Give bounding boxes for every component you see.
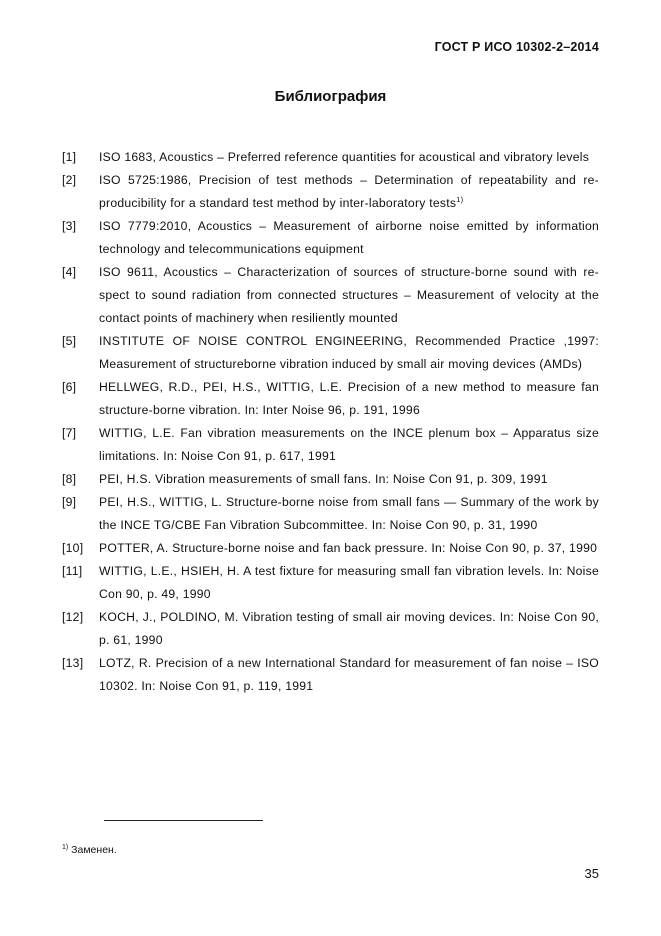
bibliography-item: [62, 652, 599, 698]
footnote: [62, 844, 117, 856]
reference-number: [8]: [62, 472, 77, 486]
reference-text-block: [99, 537, 599, 560]
reference-text-block: [99, 652, 599, 698]
reference-text-block: [99, 146, 599, 169]
footnote-text: Заменен.: [71, 844, 117, 856]
bibliography-item: [62, 537, 599, 560]
reference-text: PEI, H.S. Vibration measurements of small fans. In: Noise Con 91, p. 309, 1991: [99, 472, 548, 486]
reference-text: WITTIG, L.E. Fan vibration measurements on the INCE plenum box – Apparatus size limitations. In: Noise Con 91, p. 617, 1991: [99, 426, 599, 463]
reference-text-block: [99, 606, 599, 652]
reference-text-block: [99, 468, 599, 491]
reference-number: [6]: [62, 380, 77, 394]
reference-text: INSTITUTE OF NOISE CONTROL ENGINEERING, Recommended Practice ,1997: Measurement of structureborne vibration induced by small air moving devices (AMDs): [99, 334, 599, 371]
reference-number: [13]: [62, 656, 84, 670]
reference-text-block: [99, 376, 599, 422]
reference-text: PEI, H.S., WITTIG, L. Structure-borne noise from small fans — Summary of the work by the INCE TG/CBE Fan Vibration Subcommittee. In: Noise Con 90, p. 31, 1990: [99, 495, 599, 532]
reference-text: KOCH, J., POLDINO, M. Vibration testing of small air moving devices. In: Noise Con 90, p. 61, 1990: [99, 610, 599, 647]
reference-text-block: [99, 491, 599, 537]
reference-number: [3]: [62, 219, 77, 233]
bibliography-list: [62, 146, 599, 698]
reference-text-block: [99, 261, 599, 330]
page-title: Библиография: [274, 88, 387, 105]
bibliography-item: [62, 146, 599, 169]
reference-text: POTTER, A. Structure-borne noise and fan back pressure. In: Noise Con 90, p. 37, 1990: [99, 541, 598, 555]
reference-number: [10]: [62, 541, 84, 555]
bibliography-item: [62, 468, 599, 491]
reference-number: [12]: [62, 610, 84, 624]
reference-footnote-mark: 1): [456, 195, 464, 204]
bibliography-item: [62, 169, 599, 215]
reference-text-block: [99, 560, 599, 606]
reference-number: [11]: [62, 564, 83, 578]
bibliography-item: [62, 261, 599, 330]
reference-text: LOTZ, R. Precision of a new International Standard for measurement of fan noise – ISO 10302. In: Noise Con 91, p. 119, 1991: [99, 656, 599, 693]
footnote-divider: [104, 820, 263, 821]
standard-code-header: ГОСТ Р ИСО 10302-2–2014: [434, 40, 599, 54]
reference-text-block: [99, 169, 599, 215]
reference-number: [2]: [62, 173, 77, 187]
reference-text: ISO 1683, Acoustics – Preferred reference quantities for acoustical and vibratory levels: [99, 150, 590, 164]
reference-text-block: [99, 215, 599, 261]
page-number: 35: [584, 866, 599, 881]
reference-number: [4]: [62, 265, 77, 279]
bibliography-item: [62, 560, 599, 606]
bibliography-item: [62, 491, 599, 537]
reference-number: [7]: [62, 426, 77, 440]
reference-text: WITTIG, L.E., HSIEH, H. A test fixture for measuring small fan vibration levels. In: Noise Con 90, p. 49, 1990: [99, 564, 599, 601]
footnote-mark: 1): [62, 844, 69, 851]
reference-number: [9]: [62, 495, 77, 509]
reference-text: ISO 7779:2010, Acoustics – Measurement of airborne noise emitted by information technology and telecommunications equipment: [99, 219, 599, 256]
bibliography-item: [62, 215, 599, 261]
bibliography-item: [62, 606, 599, 652]
reference-text-block: [99, 330, 599, 376]
bibliography-item: [62, 330, 599, 376]
reference-number: [5]: [62, 334, 77, 348]
reference-text: HELLWEG, R.D., PEI, H.S., WITTIG, L.E. Precision of a new method to measure fan structure-borne vibration. In: Inter Noise 96, p. 191, 1996: [99, 380, 599, 417]
reference-number: [1]: [62, 150, 77, 164]
bibliography-item: [62, 422, 599, 468]
reference-text-block: [99, 422, 599, 468]
reference-text: ISO 5725:1986, Precision of test methods – Determination of repeatability and re-producibility for a standard test method by inter-laboratory tests: [99, 173, 599, 210]
reference-text: ISO 9611, Acoustics – Characterization of sources of structure-borne sound with re-spect to sound radiation from connected structures – Measurement of velocity at the contact points of machinery when resiliently mounted: [99, 265, 599, 325]
bibliography-item: [62, 376, 599, 422]
